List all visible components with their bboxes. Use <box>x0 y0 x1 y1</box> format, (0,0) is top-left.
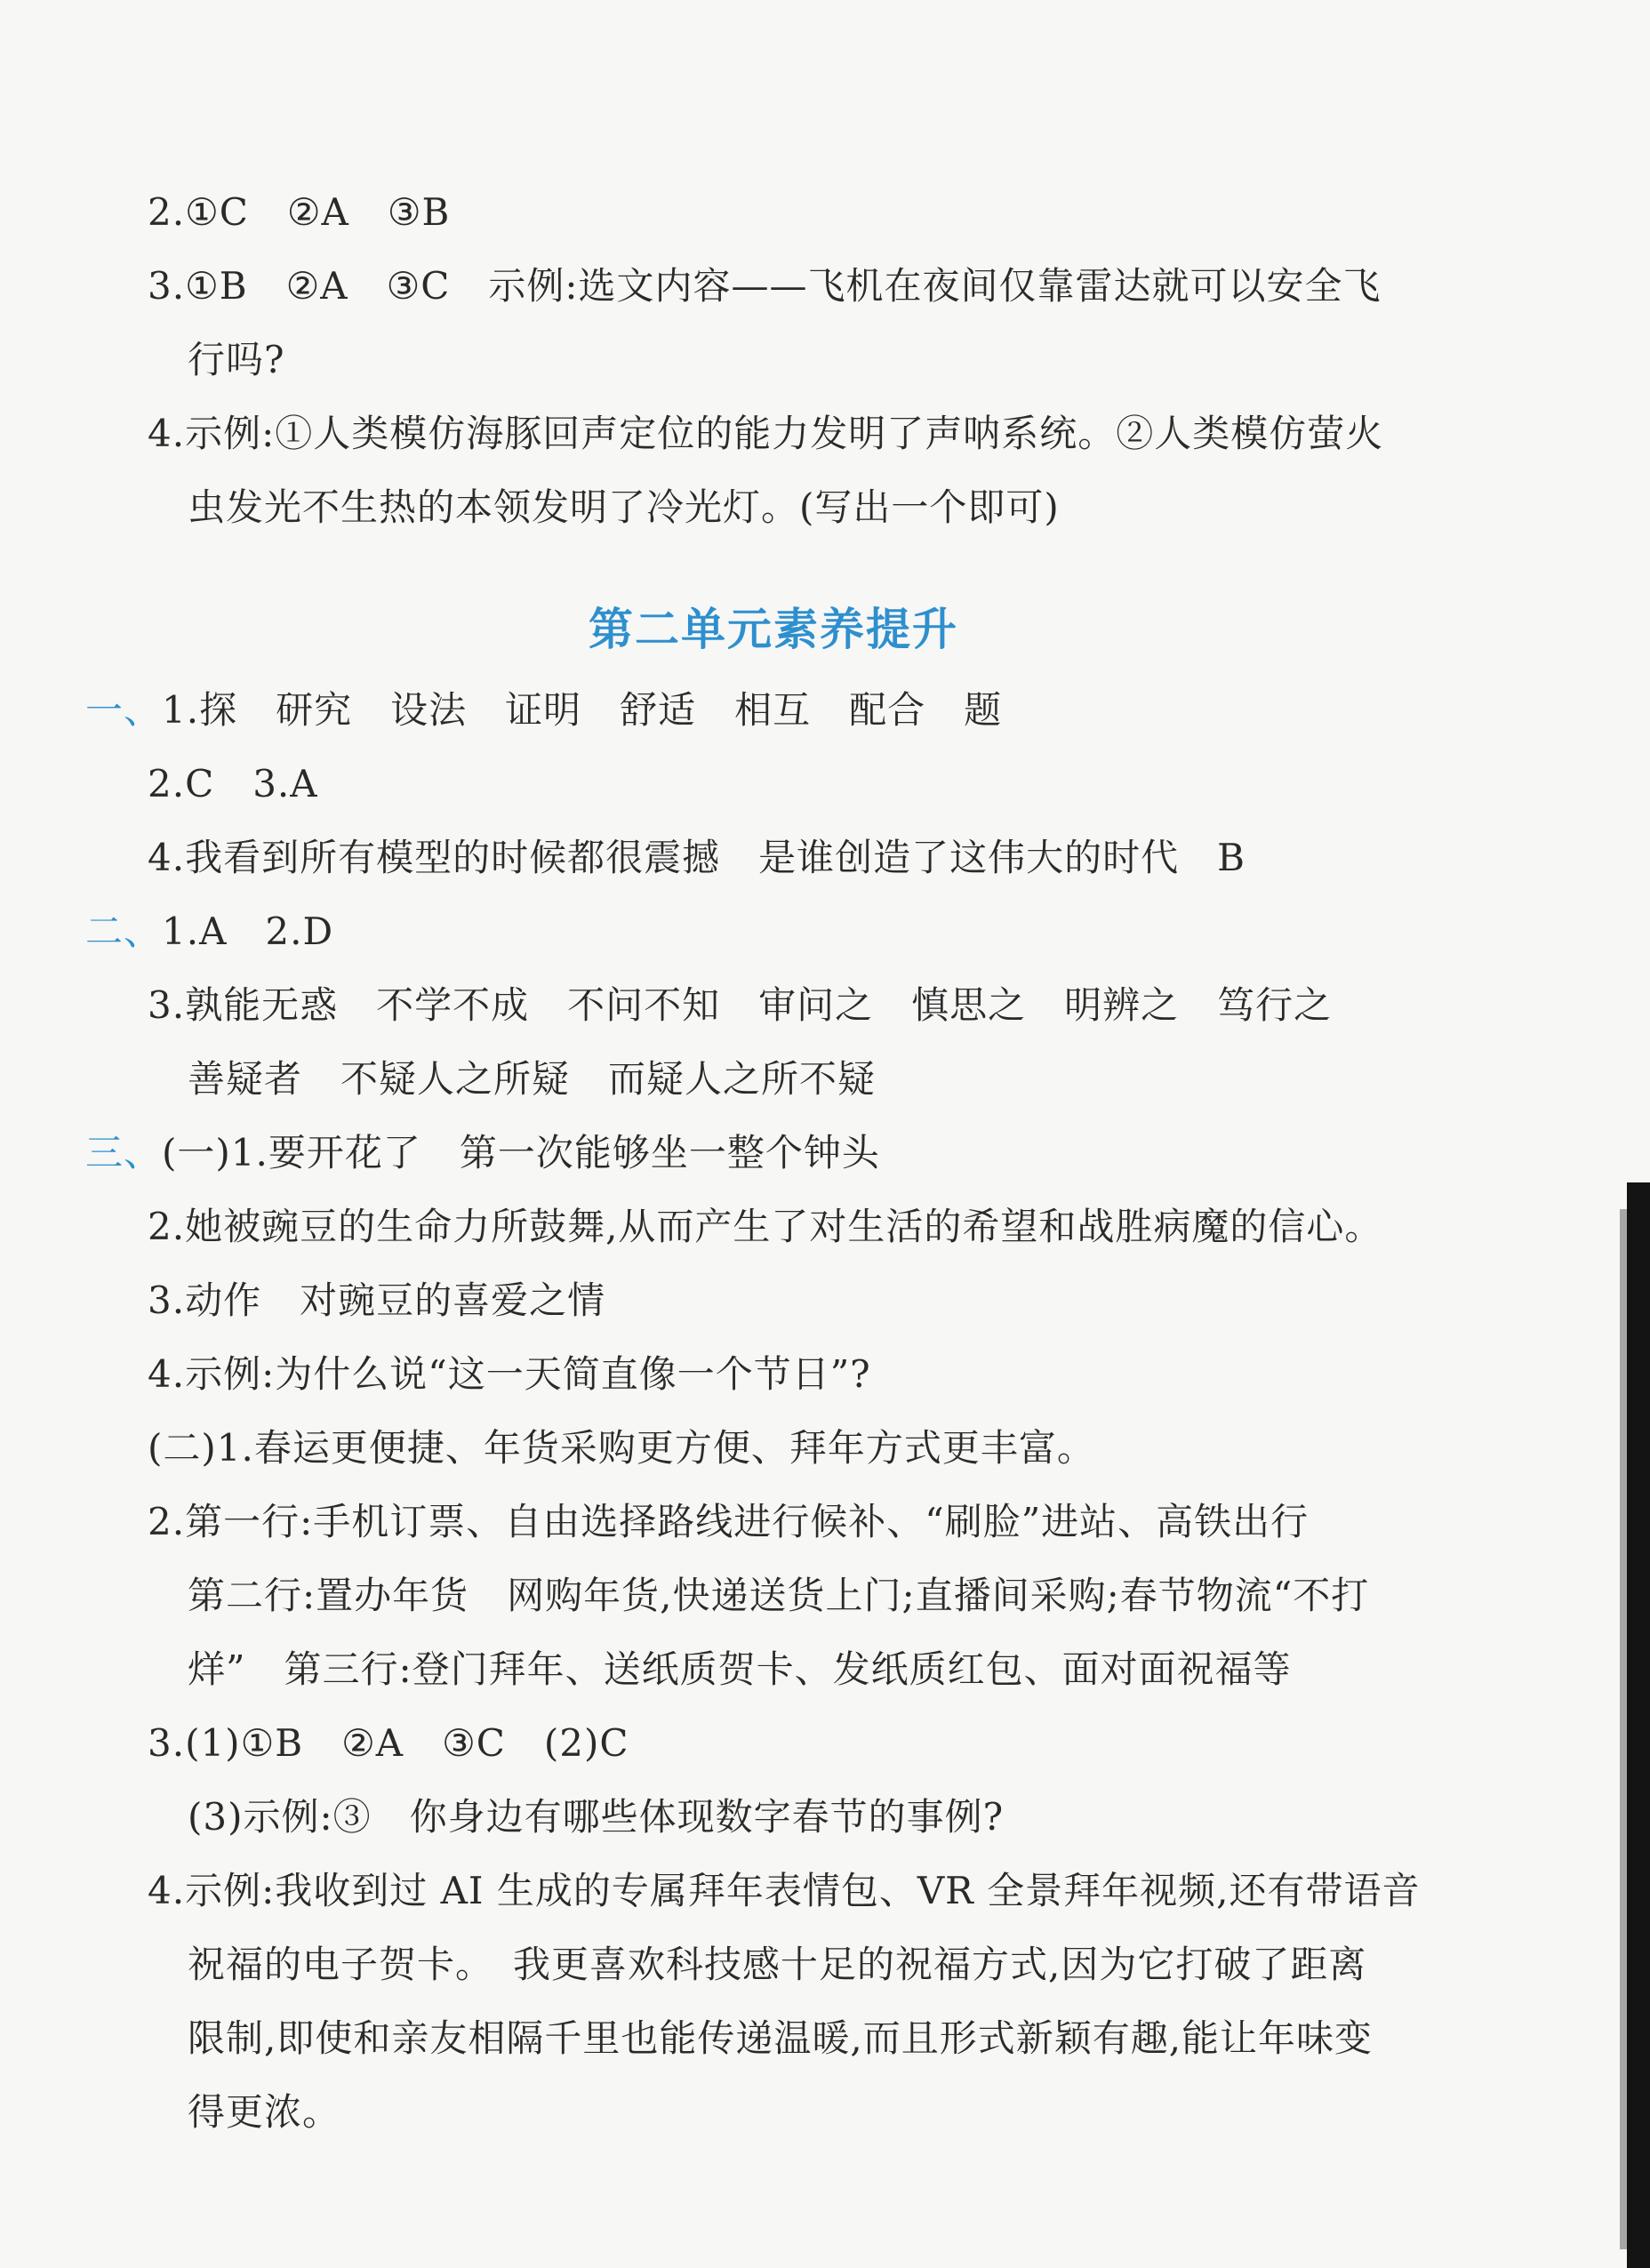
answer-line: 祝福的电子贺卡。 我更喜欢科技感十足的祝福方式,因为它打破了距离 <box>188 1943 1367 1986</box>
part-two-marker: 二、 <box>85 910 163 953</box>
answer-line: 3.(1)①B ②A ③C (2)C <box>148 1721 629 1765</box>
part-one-marker: 一、 <box>85 688 163 732</box>
part-one-first-line <box>85 685 1002 735</box>
part-three-first-line <box>85 1128 880 1178</box>
answer-line: (3)示例:③ 你身边有哪些体现数字春节的事例? <box>188 1795 1005 1839</box>
answer-line: 善疑者 不疑人之所疑 而疑人之所不疑 <box>188 1057 877 1101</box>
answer-line: 第二行:置办年货 网购年货,快递送货上门;直播间采购;春节物流“不打 <box>188 1574 1370 1617</box>
answer-line: 4.示例:为什么说“这一天简直像一个节日”? <box>148 1352 871 1396</box>
answer-line: 行吗? <box>188 338 285 381</box>
scan-edge-shadow <box>1620 1209 1627 2249</box>
scan-edge <box>1627 1182 1650 2268</box>
answer-line: 限制,即使和亲友相隔千里也能传递温暖,而且形式新颖有趣,能让年味变 <box>188 2016 1374 2060</box>
answer-line: 3.①B ②A ③C 示例:选文内容——飞机在夜间仅靠雷达就可以安全飞 <box>148 264 1382 308</box>
answer-line: 2.C 3.A <box>148 762 318 805</box>
answer-line: 2.①C ②A ③B <box>148 190 451 234</box>
answer-line: 虫发光不生热的本领发明了冷光灯。(写出一个即可) <box>188 485 1060 529</box>
answer-line: 4.示例:我收到过 AI 生成的专属拜年表情包、VR 全景拜年视频,还有带语音 <box>148 1869 1421 1912</box>
answer-line: 3.动作 对豌豆的喜爱之情 <box>148 1278 606 1322</box>
answer-text: 1.A 2.D <box>162 910 334 953</box>
answer-text: (一)1.要开花了 第一次能够坐一整个钟头 <box>162 1131 880 1174</box>
answer-line: (二)1.春运更便捷、年货采购更方便、拜年方式更丰富。 <box>148 1426 1095 1470</box>
answer-line: 得更浓。 <box>188 2090 341 2134</box>
part-two-first-line <box>85 907 333 957</box>
part-three-marker: 三、 <box>85 1131 163 1174</box>
answer-line: 烊” 第三行:登门拜年、送纸质贺卡、发纸质红包、面对面祝福等 <box>188 1647 1292 1691</box>
unit-title: 第二单元素养提升 <box>589 604 958 655</box>
answer-line: 2.她被豌豆的生命力所鼓舞,从而产生了对生活的希望和战胜病魔的信心。 <box>148 1205 1383 1248</box>
answer-line: 4.示例:①人类模仿海豚回声定位的能力发明了声呐系统。②人类模仿萤火 <box>148 412 1384 455</box>
answer-line: 3.孰能无惑 不学不成 不问不知 审问之 慎思之 明辨之 笃行之 <box>148 983 1333 1027</box>
answer-line: 4.我看到所有模型的时候都很震撼 是谁创造了这伟大的时代 B <box>148 836 1246 879</box>
answer-text: 1.探 研究 设法 证明 舒适 相互 配合 题 <box>162 688 1003 732</box>
answer-line: 2.第一行:手机订票、自由选择路线进行候补、“刷脸”进站、高铁出行 <box>148 1500 1310 1543</box>
